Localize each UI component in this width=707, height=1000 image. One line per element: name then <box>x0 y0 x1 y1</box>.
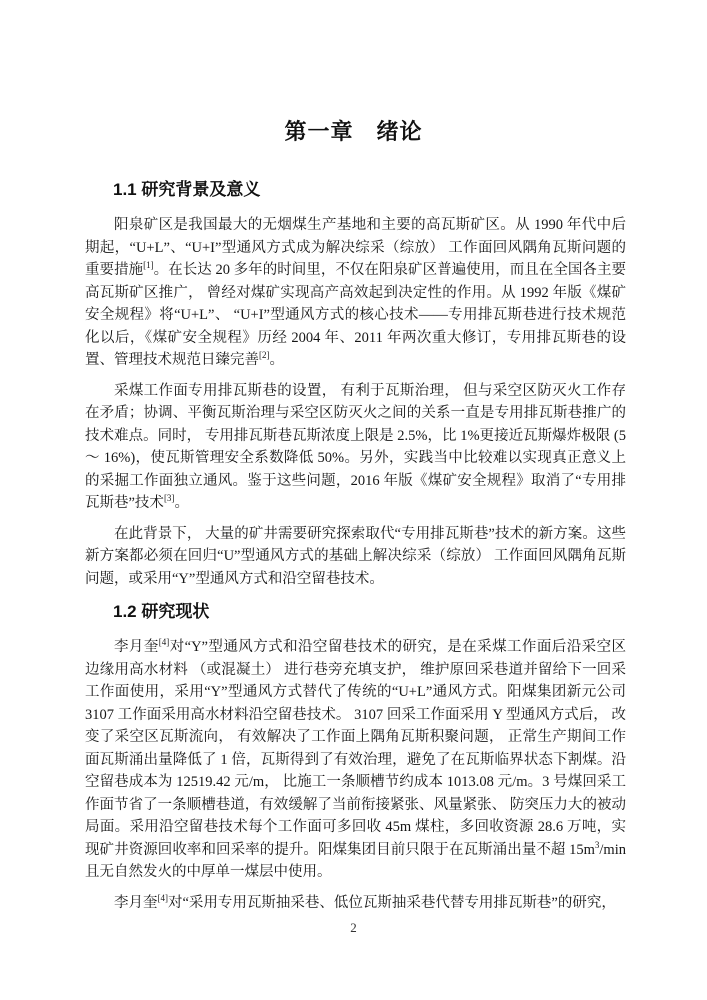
paragraph-background-2: 采煤工作面专用排瓦斯巷的设置， 有利于瓦斯治理， 但与采空区防灭火工作存在矛盾；协调、平衡瓦斯治理与采空区防灭火之间的关系一直是专用排瓦斯巷推广的技术难点。同时， 专用排瓦斯巷瓦斯浓度上限是 2.5%，比 1%更接近瓦斯爆炸极限 (5～ 16%)，使瓦斯管理安全系数降低 50%。另外，实践当中比较难以实现真正意义上的采掘工作面独立通风。鉴于这些问题，2016 年版《煤矿安全规程》取消了“专用排瓦斯巷”技术[3]。 <box>85 382 626 511</box>
section-heading-1-2: 1.2 研究现状 <box>113 602 210 621</box>
chapter-title: 第一章 绪论 <box>284 119 423 144</box>
paragraph-background-1: 阳泉矿区是我国最大的无烟煤生产基地和主要的高瓦斯矿区。从 1990 年代中后期起，“U+L”、“U+I”型通风方式成为解决综采（综放） 工作面回风隅角瓦斯问题的重要措施[1]。在长达 20 多年的时间里，不仅在阳泉矿区普遍使用，而且在全国各主要高瓦斯矿区推广， 曾经对煤矿实现高产高效起到决定性的作用。从 1992 年版《煤矿安全规程》将“U+L”、 “U+I”型通风方式的核心技术——专用排瓦斯巷进行技术规范化以后，《煤矿安全规程》历经 2004 年、2011 年两次重大修订，专用排瓦斯巷的设置、管理技术规范日臻完善[2]。 <box>85 217 627 368</box>
paragraph-status-2: 李月奎[4]对“采用专用瓦斯抽采巷、低位瓦斯抽采巷代替专用排瓦斯巷”的研究， <box>114 892 616 911</box>
page-number: 2 <box>350 920 357 935</box>
paragraph-background-3: 在此背景下， 大量的矿井需要研究探索取代“专用排瓦斯巷”技术的新方案。这些新方案都必须在回归“U”型通风方式的基础上解决综采（综放） 工作面回风隅角瓦斯问题，或采用“Y”型通风方式和沿空留巷技术。 <box>85 525 626 587</box>
page-content <box>85 150 626 922</box>
section-heading-1-1: 1.1 研究背景及意义 <box>113 180 261 199</box>
paragraph-status-1: 李月奎[4]对“Y”型通风方式和沿空留巷技术的研究，是在采煤工作面后沿采空区边缘用高水材料 （或混凝土） 进行巷旁充填支护， 维护原回采巷道并留给下一回采工作面使用，采用“Y”型通风方式替代了传统的“U+L”通风方式。阳煤集团新元公司 3107 工作面采用高水材料沿空留巷技术。 3107 回采工作面采用 Y 型通风方式后， 改变了采空区瓦斯流向， 有效解决了工作面上隅角瓦斯积聚问题， 正常生产期间工作面瓦斯涌出量降低了 1 倍，瓦斯得到了有效治理，避免了在瓦斯临界状态下割煤。沿空留巷成本为 12519.42 元/m， 比施工一条顺槽节约成本 1013.08 元/m。3 号煤回采工作面节省了一条顺槽巷道，有效缓解了当前衔接紧张、风量紧张、 防突压力大的被动局面。采用沿空留巷技术每个工作面可多回收 45m 煤柱，多回收资源 28.6 万吨，实现矿井资源回收率和回采率的提升。阳煤集团目前只限于在瓦斯涌出量不超 $15m^3/\min$ 且无自然发火的中厚单一煤层中使用。 <box>85 637 627 880</box>
